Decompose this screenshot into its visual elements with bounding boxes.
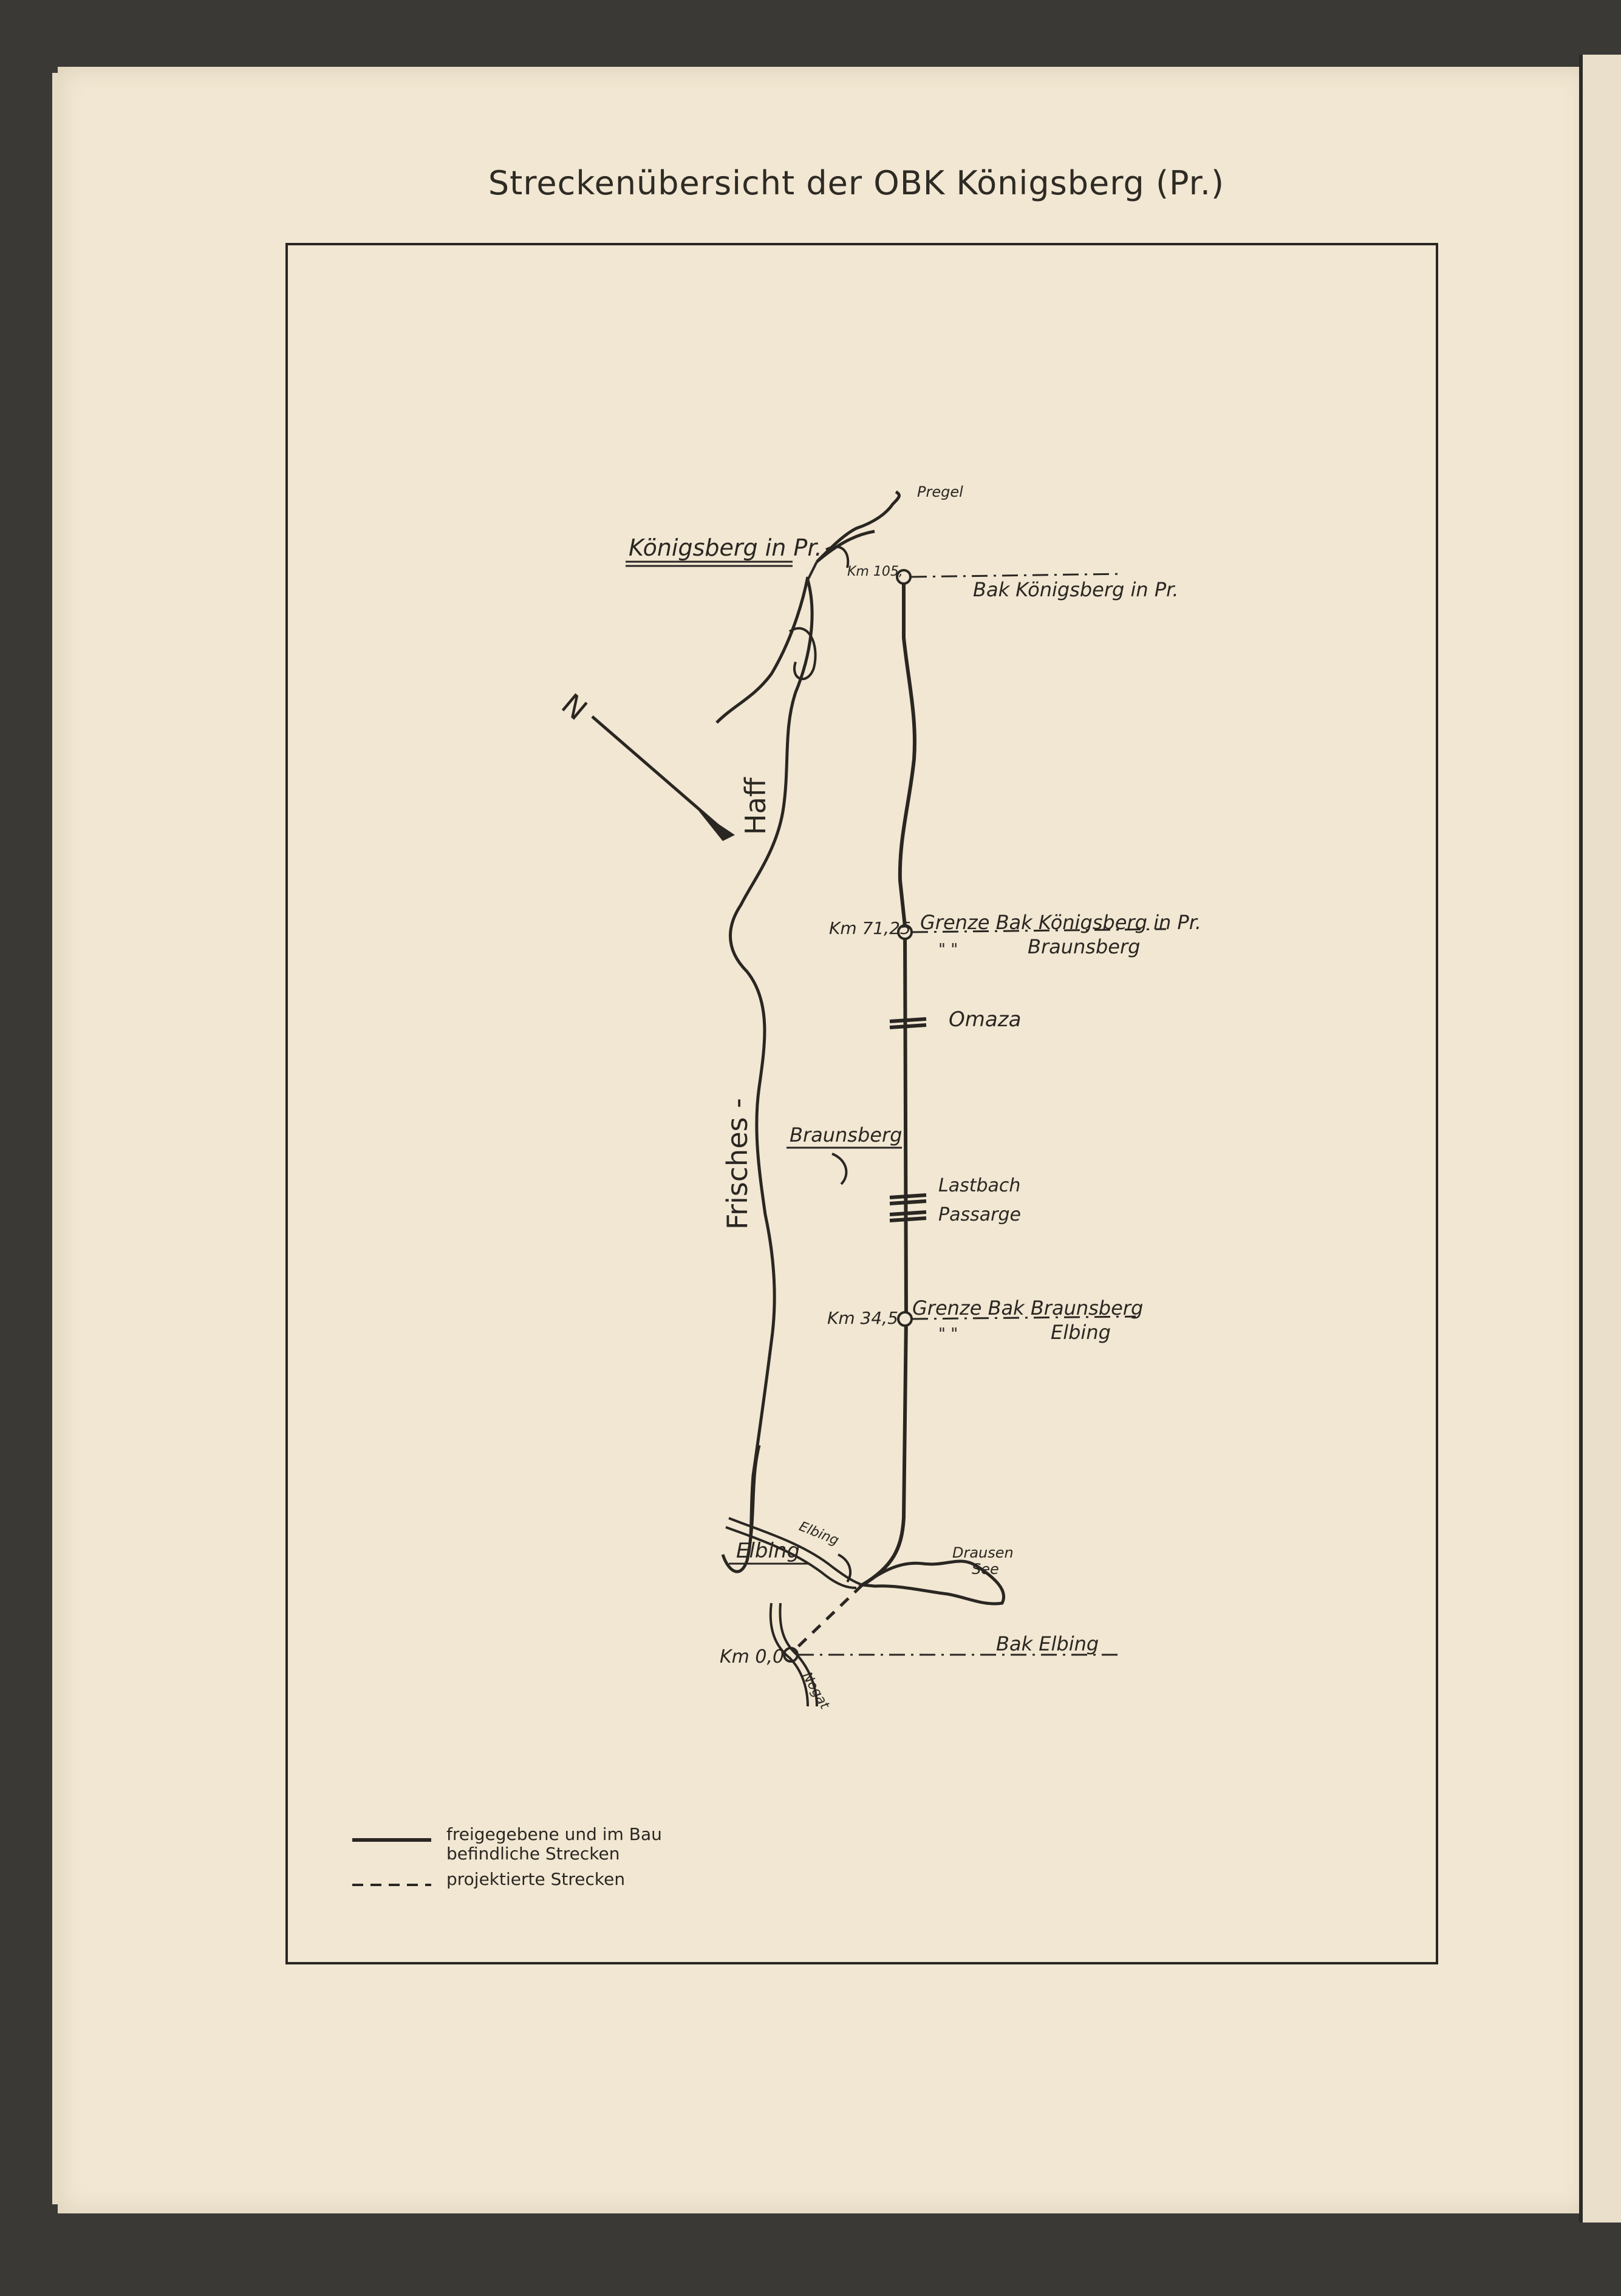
drausen-label: Drausen (952, 1544, 1014, 1561)
lastbach-crossing (890, 1195, 926, 1204)
elbing-hatch (838, 1555, 850, 1582)
legend-solid-line (352, 1837, 431, 1843)
lastbach-label: Lastbach (938, 1175, 1021, 1196)
pregel-mouth (808, 562, 817, 580)
haff-coastline (717, 577, 812, 1572)
grenze-1-label: Grenze Bak Königsberg in Pr. (920, 911, 1202, 934)
braunsberg-hatch (832, 1154, 846, 1184)
grenze-2-label: Grenze Bak Braunsberg (912, 1296, 1144, 1320)
passarge-label: Passarge (938, 1204, 1021, 1225)
km71-label: Km 71,25 (829, 918, 911, 938)
see-label: See (972, 1561, 999, 1578)
koenigsberg-label: Königsberg in Pr. (629, 534, 822, 561)
bak-elbing-label: Bak Elbing (996, 1632, 1099, 1655)
km105-label: Km 105, (847, 564, 903, 579)
nogat-label: Nogat (799, 1669, 833, 1712)
pregel-river (817, 492, 899, 562)
legend-dashed-text: projektierte Strecken (446, 1869, 626, 1889)
page-title: Streckenübersicht der OBK Königsberg (Pr.) (488, 164, 1225, 202)
km0-label: Km 0,0 (720, 1646, 785, 1667)
boundary-koenigsberg (911, 574, 1124, 577)
north-label: N (555, 687, 593, 727)
north-arrow (555, 687, 735, 841)
bak-koenigsberg-label: Bak Königsberg in Pr. (973, 578, 1179, 601)
grenze-1-ditto: " " (938, 941, 958, 959)
passarge-crossing (890, 1212, 926, 1221)
main-route-line (862, 577, 915, 1585)
elbing-river-label: Elbing (796, 1519, 841, 1549)
grenze-1-braunsberg: Braunsberg (1028, 935, 1141, 958)
km34-marker (898, 1312, 912, 1326)
pregel-label: Pregel (917, 483, 963, 500)
legend-dashed-line (352, 1882, 431, 1888)
elbing-label: Elbing (736, 1539, 800, 1563)
legend-solid-text: freigegebene und im Bau befindliche Strecken (446, 1824, 662, 1864)
omaza-label: Omaza (949, 1007, 1022, 1032)
projected-route-dashed (790, 1585, 862, 1655)
frisches-label: Frisches - (721, 1098, 754, 1230)
km34-label: Km 34,5 (827, 1308, 898, 1328)
haff-label: Haff (739, 777, 772, 835)
omaza-crossing (890, 1019, 926, 1027)
grenze-2-ditto: " " (938, 1325, 958, 1343)
braunsberg-label: Braunsberg (790, 1123, 903, 1146)
grenze-2-elbing: Elbing (1051, 1321, 1111, 1344)
